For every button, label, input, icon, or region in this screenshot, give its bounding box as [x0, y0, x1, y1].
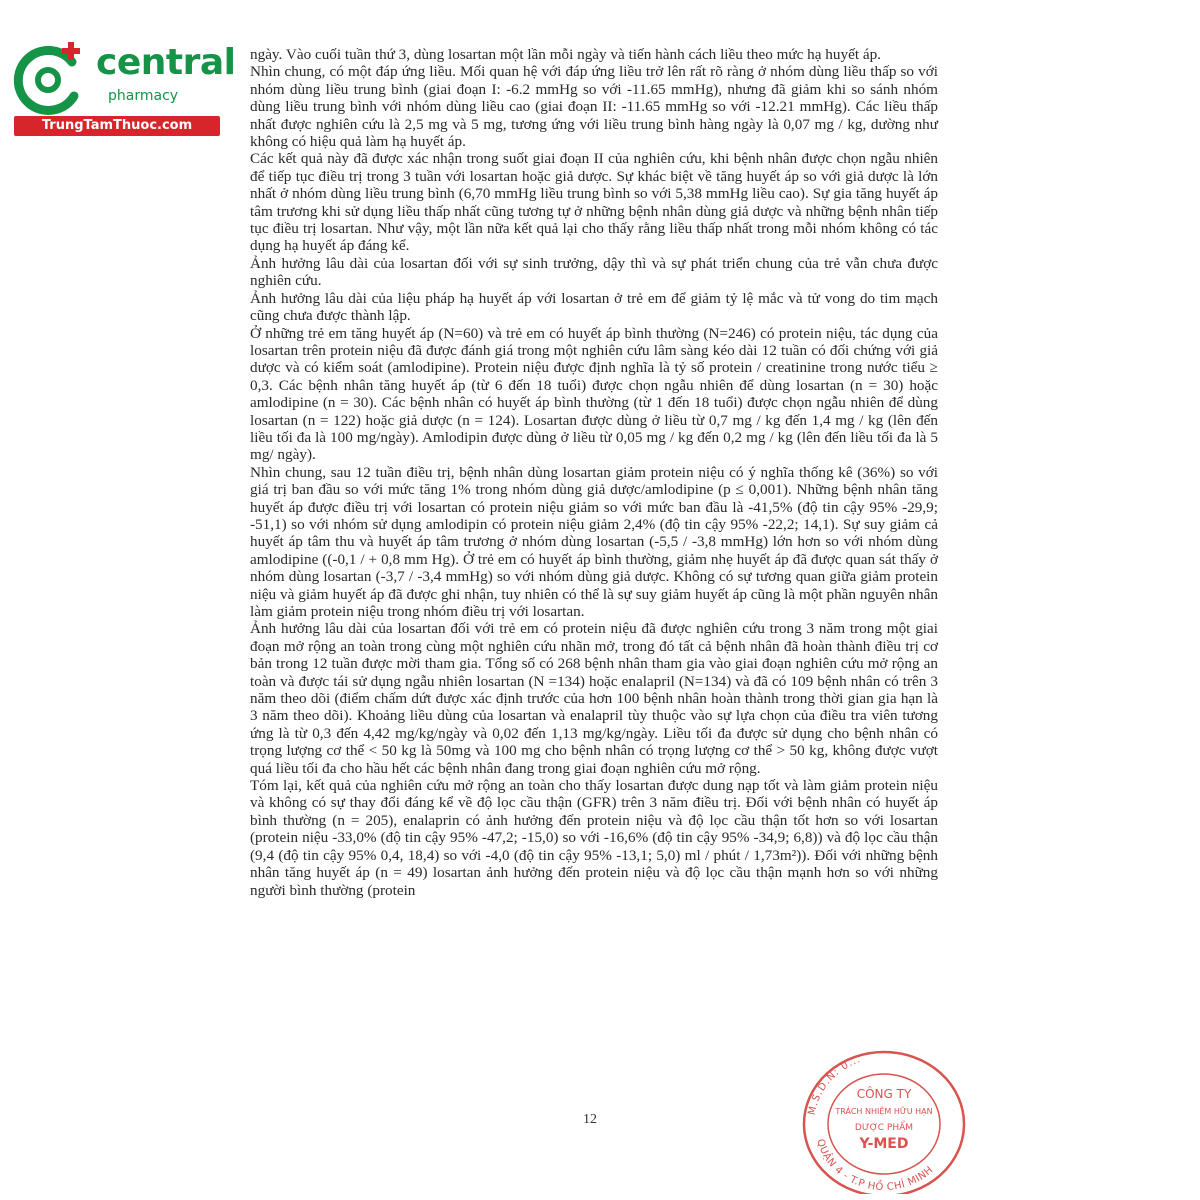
stamp-line-4: Y-MED	[859, 1136, 909, 1152]
paragraph: Các kết quả này đã được xác nhận trong suốt giai đoạn II của nghiên cứu, khi bệnh nhân được chọn ngẫu nhiên để tiếp tục điều trị trong 3 tuần với losartan hoặc giả dược. Sự khác biệt về tăng huyết áp so với giả dược là lớn nhất ở nhóm dùng liều trung bình (6,70 mmHg liều trung bình so với 5,38 mmHg liều cao). Sự gia tăng huyết áp tâm trương khi sử dụng liều thấp nhất cũng tương tự ở những bệnh nhân dùng giả dược và những bệnh nhân tiếp tục điều trị losartan. Như vậy, một lần nữa kết quả lại cho thấy rằng liều thấp nhất trong mỗi nhóm không có tác dụng hạ huyết áp đáng kể.	[250, 150, 938, 255]
stamp-line-1: CÔNG TY	[856, 1087, 912, 1101]
paragraph: Ở những trẻ em tăng huyết áp (N=60) và trẻ em có huyết áp bình thường (N=246) có protein niệu, tác dụng của losartan trên protein niệu đã được đánh giá trong một nghiên cứu lâm sàng kéo dài 12 tuần có đối chứng với giả dược và có kiểm soát (amlodipine). Protein niệu được định nghĩa là tỷ số protein / creatinine trong nước tiểu ≥ 0,3. Các bệnh nhân tăng huyết áp (từ 6 đến 18 tuổi) được chọn ngẫu nhiên để dùng losartan (n = 30) hoặc amlodipine (n = 30). Các bệnh nhân có huyết áp bình thường (từ 1 đến 18 tuổi) được chọn ngẫu nhiên để dùng losartan (n = 122) hoặc giả dược (n = 124). Losartan được dùng ở liều từ 0,7 mg / kg đến 1,4 mg / kg (lên đến liều tối đa là 100 mg/ngày). Amlodipin được dùng ở liều từ 0,05 mg / kg đến 0,2 mg / kg (lên đến liều tối đa là 5 mg/ ngày).	[250, 324, 938, 464]
document-body	[250, 46, 938, 899]
paragraph: Nhìn chung, có một đáp ứng liều. Mối quan hệ với đáp ứng liều trở lên rất rõ ràng ở nhóm dùng liều thấp so với nhóm dùng liều trung bình (giai đoạn I: -6.2 mmHg so với -11.65 mmHg), nhưng đã giảm khi so sánh nhóm dùng liều trung bình với nhóm dùng liều cao (giai đoạn II: -11.65 mmHg so với -12.21 mmHg). Các liều thấp nhất được nghiên cứu là 2,5 mg và 5 mg, tương ứng với liều trung bình hàng ngày là 0,07 mg / kg, dường như không có hiệu quả làm hạ huyết áp.	[250, 63, 938, 151]
logo-brand-sub: pharmacy	[108, 88, 179, 104]
page-number: 12	[583, 1112, 597, 1127]
stamp-line-2: TRÁCH NHIỆM HỮU HẠN	[835, 1107, 933, 1116]
company-seal-stamp	[794, 1044, 970, 1194]
paragraph: Tóm lại, kết quả của nghiên cứu mở rộng an toàn cho thấy losartan được dung nạp tốt và làm giảm protein niệu và không có sự thay đổi đáng kể về độ lọc cầu thận (GFR) trên 3 năm điều trị. Đối với bệnh nhân có huyết áp bình thường (n = 205), enalaprin có ảnh hưởng đến protein niệu và độ lọc cầu thận tốt hơn so với losartan (protein niệu -33,0% (độ tin cậy 95% -47,2; -15,0) so với -16,6% (độ tin cậy 95% -34,9; 6,8)) và độ lọc cầu thận (9,4 (độ tin cậy 95% 0,4, 18,4) so với -4,0 (độ tin cậy 95% -13,1; 5,0) ml / phút / 1,73m²)). Đối với những bệnh nhân tăng huyết áp (n = 49) losartan ảnh hưởng đến protein niệu và độ lọc cầu thận mạnh hơn so với những người bình thường (protein	[250, 777, 938, 899]
central-pharmacy-logo	[10, 36, 236, 136]
logo-brand-name: central	[96, 42, 236, 83]
central-logo-icon	[10, 40, 90, 120]
paragraph: Ảnh hưởng lâu dài của losartan đối với sự sinh trưởng, dậy thì và sự phát triển chung của trẻ vẫn chưa được nghiên cứu.	[250, 254, 938, 290]
paragraph: Ảnh hưởng lâu dài của losartan đối với trẻ em có protein niệu đã được nghiên cứu trong 3 năm trong một giai đoạn mở rộng an toàn trong cùng một nghiên cứu nhãn mở, trong đó tất cả bệnh nhân đã hoàn thành điều trị cơ bản trong 12 tuần được mời tham gia. Tổng số có 268 bệnh nhân tham gia vào giai đoạn nghiên cứu mở rộng an toàn và được tái sử dụng ngẫu nhiên losartan (N =134) hoặc enalapril (N=134) và đã có 109 bệnh nhân có trên 3 năm theo dõi (điểm chấm dứt được xác định trước của hơn 100 bệnh nhân hoàn thành trong thời gian gia hạn là 3 năm theo dõi). Khoảng liều dùng của losartan và enalapril tùy thuộc vào sự lựa chọn của điều tra viên tương ứng là từ 0,3 đến 4,42 mg/kg/ngày và 0,02 đến 1,13 mg/kg/ngày. Liều tối đa được sử dụng cho bệnh nhân có trọng lượng cơ thể < 50 kg là 50mg và 100 mg cho bệnh nhân có trọng lượng cơ thể > 50 kg, không được vượt quá liều tối đa cho hầu hết các bệnh nhân đang trong giai đoạn nghiên cứu mở rộng.	[250, 620, 938, 777]
stamp-ring-bottom: QUẬN 4 - T.P HỒ CHÍ MINH	[814, 1137, 936, 1194]
paragraph: Ảnh hưởng lâu dài của liệu pháp hạ huyết áp với losartan ở trẻ em để giảm tỷ lệ mắc và tử vong do tim mạch cũng chưa được thành lập.	[250, 289, 938, 325]
logo-website: TrungTamThuoc.com	[14, 116, 220, 136]
paragraph: ngày. Vào cuối tuần thứ 3, dùng losartan một lần mỗi ngày và tiến hành cách liều theo mức hạ huyết áp.	[250, 46, 881, 63]
paragraph: Nhìn chung, sau 12 tuần điều trị, bệnh nhân dùng losartan giảm protein niệu có ý nghĩa thống kê (36%) so với giá trị ban đầu so với mức tăng 1% trong nhóm dùng giả dược/amlodipine (p ≤ 0,001). Những bệnh nhân tăng huyết áp được điều trị với losartan có protein niệu giảm so với mức ban đầu là -41,5% (độ tin cậy 95% -29,9; -51,1) so với nhóm sử dụng amlodipin có protein niệu giảm 2,4% (độ tin cậy 95% -22,2; 14,1). Sự suy giảm cả huyết áp tâm thu và huyết áp tâm trương ở nhóm dùng losartan (-5,5 / -3,8 mmHg) lớn hơn so với nhóm dùng amlodipine ((-0,1 / + 0,8 mm Hg). Ở trẻ em có huyết áp bình thường, giảm nhẹ huyết áp đã được quan sát thấy ở nhóm dùng losartan (-3,7 / -3,4 mmHg) so với nhóm dùng giả dược. Không có sự tương quan giữa giảm protein niệu và giảm huyết áp đã được ghi nhận, tuy nhiên có thể là sự suy giảm huyết áp cũng là một phần nguyên nhân làm giảm protein niệu trong nhóm điều trị với losartan.	[250, 463, 938, 620]
stamp-ring-top: M.S.D.N: 0...	[806, 1053, 863, 1117]
stamp-line-3: DƯỢC PHẨM	[854, 1123, 914, 1133]
